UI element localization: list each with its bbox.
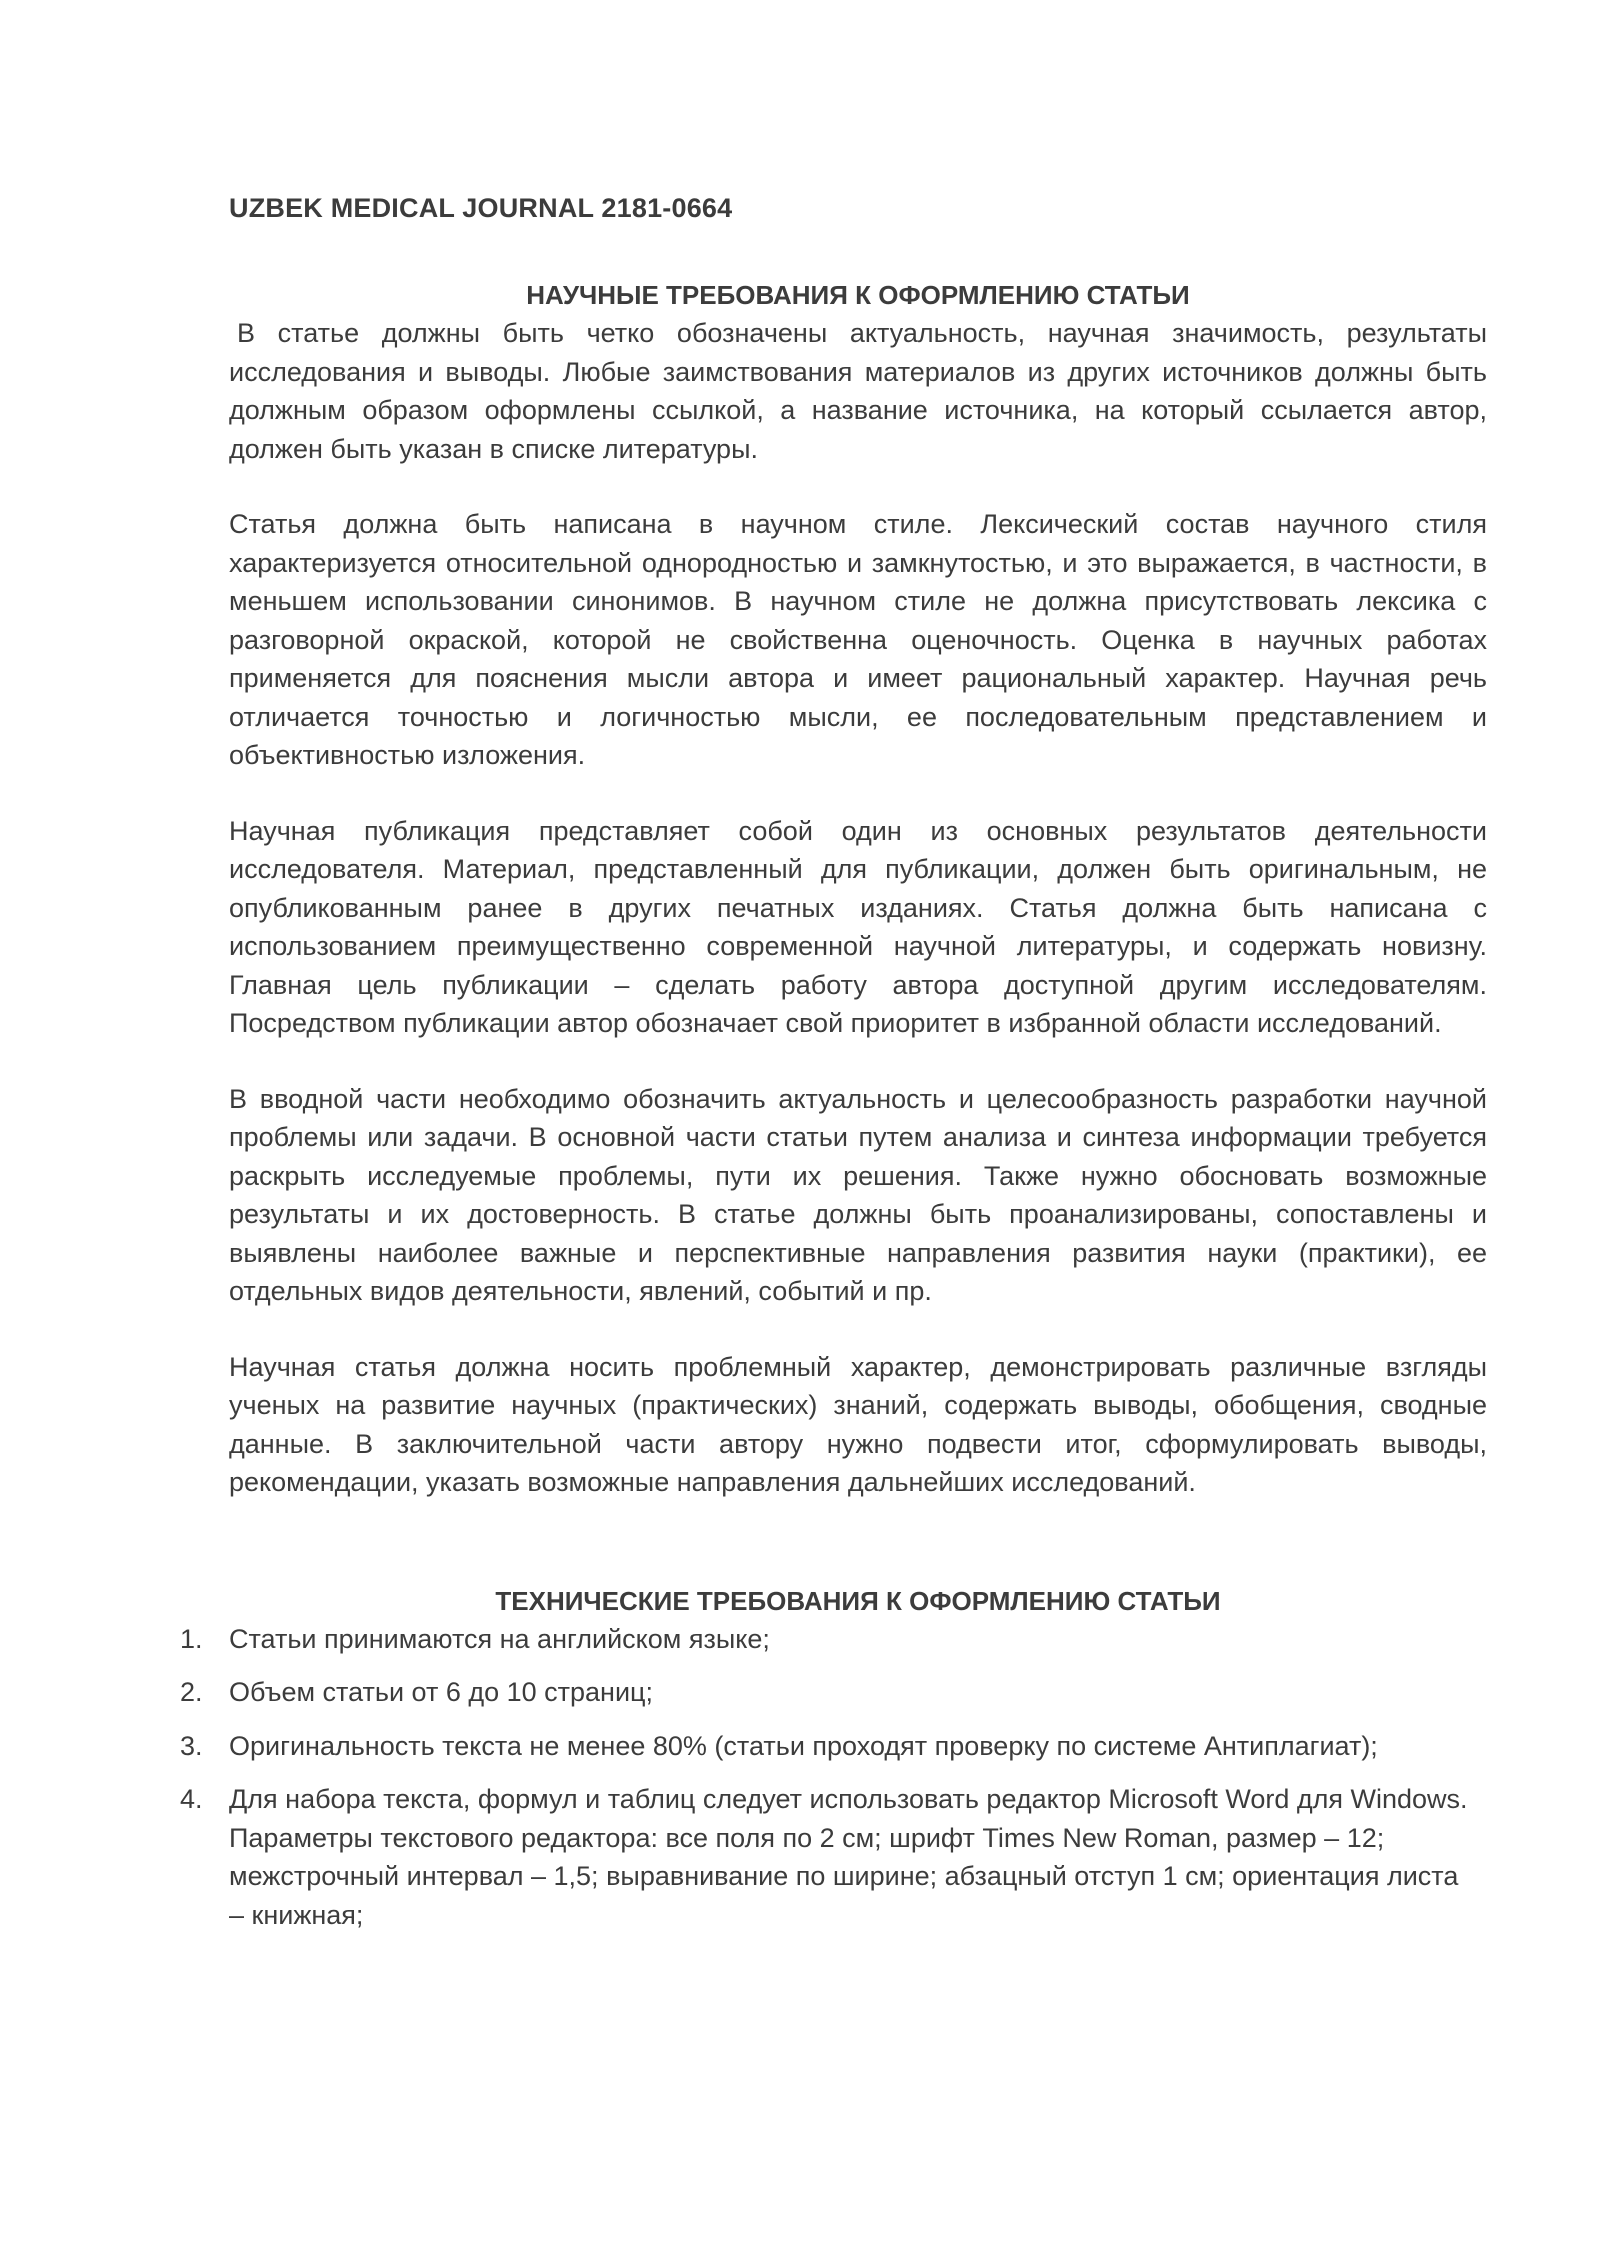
journal-header: UZBEK MEDICAL JOURNAL 2181-0664 bbox=[229, 193, 733, 223]
paragraph-publication: Научная публикация представляет собой один из основных результатов деятельности исследователя. Материал, представленный для публикации, должен быть оригинальным, не опубликованным ранее в других печатных изданиях. Статья должна быть написана с использованием преимущественно современной научной литературы, и содержать новизну. Главная цель публикации – сделать работу автора доступной другим исследователям. Посредством публикации автор обозначает свой приоритет в избранной области исследований. bbox=[229, 815, 1487, 1038]
list-item-text: Статьи принимаются на английском языке; bbox=[229, 1623, 770, 1654]
list-item bbox=[180, 1727, 1487, 1766]
list-item bbox=[180, 1780, 1487, 1934]
scientific-requirements-title: НАУЧНЫЕ ТРЕБОВАНИЯ К ОФОРМЛЕНИЮ СТАТЬИ bbox=[526, 280, 1190, 310]
list-item-number: 4. bbox=[180, 1784, 203, 1814]
paragraph-introduction: В вводной части необходимо обозначить актуальность и целесообразность разработки научной проблемы или задачи. В основной части статьи путем анализа и синтеза информации требуется раскрыть исследуемые проблемы, пути их решения. Также нужно обосновать возможные результаты и их достоверность. В статье должны быть проанализированы, сопоставлены и выявлены наиболее важные и перспективные направления развития науки (практики), ее отдельных видов деятельности, явлений, событий и пр. bbox=[229, 1083, 1487, 1306]
section-spacer bbox=[229, 1539, 1487, 1582]
list-item-number: 2. bbox=[180, 1677, 203, 1707]
list-item bbox=[180, 1620, 1487, 1659]
list-item-number: 1. bbox=[180, 1623, 203, 1654]
paragraph-scientific-style: Статья должна быть написана в научном стиле. Лексический состав научного стиля характеризуется относительной однородностью и замкнутостью, и это выражается, в частности, в меньшем использовании синонимов. В научном стиле не должна присутствовать лексика с разговорной окраской, которой не свойственна оценочность. Оценка в научных работах применяется для пояснения мысли автора и имеет рациональный характер. Научная речь отличается точностью и логичностью мысли, ее последовательным представлением и объективностью изложения. bbox=[229, 509, 1487, 770]
list-item-text: Для набора текста, формул и таблиц следует использовать редактор Microsoft Word для Windows. Параметры текстового редактора: все поля по 2 см; шрифт Times New Roman, размер – 12; межстрочный интервал – 1,5; выравнивание по ширине; абзацный отступ 1 см; ориентация листа – книжная; bbox=[229, 1784, 1468, 1930]
list-item bbox=[180, 1673, 1487, 1712]
list-item-text: Объем статьи от 6 до 10 страниц; bbox=[229, 1677, 653, 1707]
paragraph-relevance: В статье должны быть четко обозначены актуальность, научная значимость, результаты исследования и выводы. Любые заимствования материалов из других источников должны быть должным образом оформлены ссылкой, а название источника, на который ссылается автор, должен быть указан в списке литературы. bbox=[229, 318, 1487, 464]
technical-requirements-title: ТЕХНИЧЕСКИЕ ТРЕБОВАНИЯ К ОФОРМЛЕНИЮ СТАТЬИ bbox=[495, 1585, 1221, 1616]
technical-requirements-list bbox=[180, 1620, 1487, 1935]
document-page bbox=[180, 188, 1487, 1949]
paragraph-problem-character: Научная статья должна носить проблемный характер, демонстрировать различные взгляды ученых на развитие научных (практических) знаний, содержать выводы, обобщения, сводные данные. В заключительной части автору нужно подвести итог, сформулировать выводы, рекомендации, указать возможные направления дальнейших исследований. bbox=[229, 1351, 1487, 1497]
list-item-text: Оригинальность текста не менее 80% (статьи проходят проверку по системе Антиплагиат); bbox=[229, 1730, 1378, 1761]
list-item-number: 3. bbox=[180, 1730, 203, 1761]
